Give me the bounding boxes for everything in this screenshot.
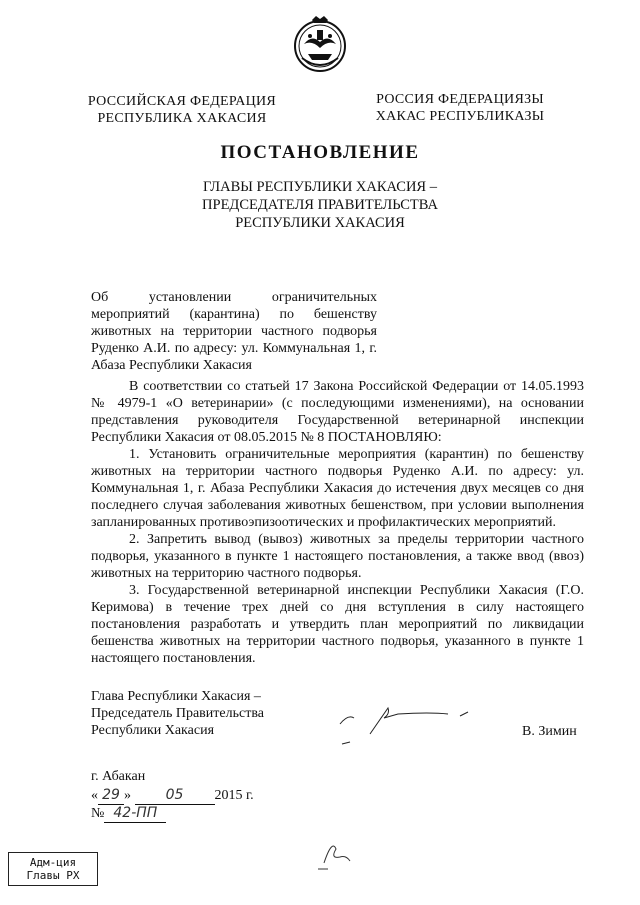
document-subtitle: [150, 178, 490, 232]
subtitle-line2: ПРЕДСЕДАТЕЛЯ ПРАВИТЕЛЬСТВА: [202, 197, 438, 213]
date-day: 29: [98, 786, 124, 805]
signatory-position-line1: Глава Республики Хакасия –: [91, 689, 261, 704]
header-left-line2: РЕСПУБЛИКА ХАКАСИЯ: [97, 111, 267, 126]
header-right-line2: ХАКАС РЕСПУБЛИКАЗЫ: [375, 109, 545, 124]
date-quote-close: »: [124, 788, 131, 803]
place-of-issue: г. Абакан: [91, 769, 146, 784]
document-number: [91, 804, 166, 823]
signatory-name: В. Зимин: [522, 724, 577, 739]
body-item-1: 1. Установить ограничительные мероприятия (карантин) по бешенству животных на территории частного подворья Руденко А.И. по адресу: ул. Коммунальная 1, г. Абаза Республики Хакасия до истечения двух месяцев со дня последнего случая заболевания животных бешенством, при условии выполнения запланированных противоэпизоотических и профилактических мероприятий.: [91, 447, 584, 530]
stamp-line2: Главы РХ: [26, 869, 80, 882]
signatory-position: [91, 688, 264, 739]
header-left: [82, 93, 282, 127]
date-year: 2015 г.: [214, 788, 254, 803]
signatory-position-line2: Председатель Правительства: [91, 706, 264, 721]
signatory-position-line3: Республики Хакасия: [91, 723, 215, 738]
header-right-line1: РОССИЯ ФЕДЕРАЦИЯЗЫ: [376, 92, 544, 107]
body-item-3: 3. Государственной ветеринарной инспекции Республики Хакасия (Г.О. Керимова) в течение трех дней со дня вступления в силу настоящего постановления разработать и утвердить план мероприятий по ликвидации бешенства животных на территории частного подворья, указанного в пункте 1 настоящего постановления.: [91, 583, 584, 666]
date-quote-open: «: [91, 788, 98, 803]
header-left-line1: РОССИЙСКАЯ ФЕДЕРАЦИЯ: [87, 94, 277, 109]
issue-date: [91, 786, 254, 805]
body-intro: В соответствии со статьей 17 Закона Российской Федерации от 14.05.1993 № 4979-1 «О ветеринарии» (с последующими изменениями), на основании представления руководителя Государственной ветеринарной инспекции Республики Хакасия от 08.05.2015 № 8 ПОСТАНОВЛЯЮ:: [91, 379, 584, 445]
handwritten-initials: [310, 835, 370, 875]
document-title: ПОСТАНОВЛЕНИЕ: [220, 142, 420, 163]
number-value: 42-ПП: [104, 804, 166, 823]
body-item-2: 2. Запретить вывод (вывоз) животных за пределы территории частного подворья, указанного в пункте 1 настоящего постановления, а также ввод (ввоз) животных на территорию частного подворья.: [91, 532, 584, 581]
date-month: 05: [135, 786, 215, 805]
document-body: [91, 378, 584, 667]
subtitle-line3: РЕСПУБЛИКИ ХАКАСИЯ: [235, 215, 405, 231]
number-prefix: №: [91, 806, 105, 821]
document-subject: Об установлении ограничительных мероприятий (карантина) по бешенству животных на территории частного подворья Руденко А.И. по адресу: ул. Коммунальная 1, г. Абаза Республики Хакасия: [91, 290, 377, 373]
registration-stamp: [8, 852, 98, 886]
coat-of-arms-emblem: [290, 14, 350, 74]
stamp-line1: Адм-ция: [29, 856, 77, 869]
subtitle-line1: ГЛАВЫ РЕСПУБЛИКИ ХАКАСИЯ –: [203, 179, 437, 195]
handwritten-signature: [330, 702, 480, 757]
header-right: [360, 91, 560, 125]
